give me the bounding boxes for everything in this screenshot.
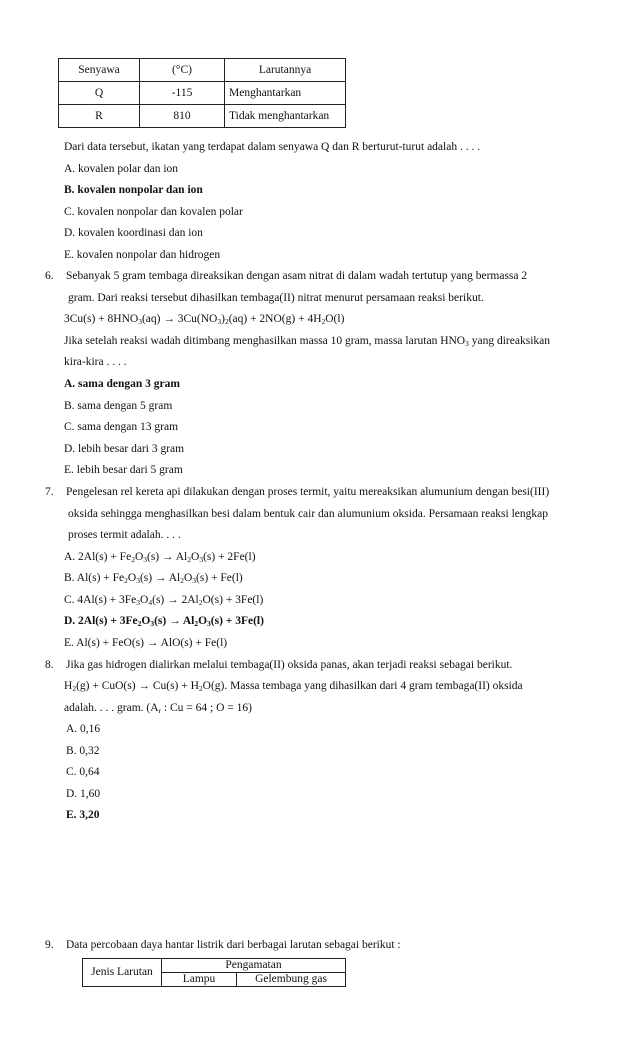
question-9-text: Data percobaan daya hantar listrik dari berbagai larutan sebagai berikut : [66,939,401,951]
question-8-text: adalah. . . . gram. ($A_r$ : Cu = 64 ; O = 16) [64,702,252,715]
table-cell: 810 [140,105,225,128]
question-8-text: Jika gas hidrogen dialirkan melalui tembaga(II) oksida panas, akan terjadi reaksi sebagai berikut. [66,659,513,671]
table-header-row [83,959,346,973]
option-e: E. kovalen nonpolar dan hidrogen [64,249,221,261]
option-a: A. 0,16 [66,723,101,735]
option-e: E. 3,20 [66,809,100,821]
table-header-cell: (°C) [140,59,225,82]
table-row [59,82,346,105]
table-header-cell: Pengamatan [162,959,346,973]
option-e: E. Al(s) + FeO(s) → AlO(s) + Fe(l) [64,637,228,649]
option-c: C. kovalen nonpolar dan kovalen polar [64,206,243,218]
table-cell: Tidak menghantarkan [225,105,346,128]
table-row [59,105,346,128]
table-header-cell: Lampu [162,973,237,987]
question-number: 8. [45,659,54,671]
option-d: D. $2Al(s) + 3Fe_2O_3(s) \to Al_2O_3(s) + 3Fe(l)$ [64,615,264,628]
question-number: 7. [45,486,54,498]
table-header-cell: Gelembung gas [237,973,346,987]
option-e: E. lebih besar dari 5 gram [64,464,183,476]
question-5-stem: Dari data tersebut, ikatan yang terdapat dalam senyawa Q dan R berturut-turut adalah . . . . [64,141,481,153]
table-header-cell: Senyawa [59,59,140,82]
reaction-equation: $3Cu(s) + 8HNO_3(aq) \to 3Cu(NO_3)_2(aq) + 2NO(g) + 4H_2O(l)$ [64,313,345,326]
question-6-text: Sebanyak 5 gram tembaga direaksikan dengan asam nitrat di dalam wadah tertutup yang bermassa 2 [66,270,528,282]
option-c: C. $4Al(s) + 3Fe_3O_4(s) \to 2Al_2O(s) + 3Fe(l)$ [64,594,264,607]
question-number: 9. [45,939,54,951]
option-a: A. $2Al(s) + Fe_2O_3(s) \to Al_2O_3(s) + 2Fe(l)$ [64,551,256,564]
option-b: B. kovalen nonpolar dan ion [64,184,203,196]
option-b: B. sama dengan 5 gram [64,400,173,412]
option-c: C. sama dengan 13 gram [64,421,179,433]
option-d: D. 1,60 [66,788,101,800]
option-d: D. kovalen koordinasi dan ion [64,227,203,239]
question-7-text: proses termit adalah. . . . [68,529,181,541]
option-b: B. $Al(s) + Fe_2O_3(s) \to Al_2O_3(s) + Fe(l)$ [64,572,243,585]
data-table-q5 [58,58,346,128]
option-b: B. 0,32 [66,745,100,757]
option-d: D. lebih besar dari 3 gram [64,443,185,455]
table-header-row [59,59,346,82]
option-a: A. kovalen polar dan ion [64,163,179,175]
option-a: A. sama dengan 3 gram [64,378,180,390]
question-7-text: Pengelesan rel kereta api dilakukan dengan proses termit, yaitu mereaksikan alumunium dengan besi(III) [66,486,550,498]
question-6-text: gram. Dari reaksi tersebut dihasilkan tembaga(II) nitrat menurut persamaan reaksi berikut. [68,292,484,304]
table-cell: R [59,105,140,128]
option-c: C. 0,64 [66,766,100,778]
data-table-q9 [82,958,346,987]
reaction-equation: $H_2(g) + CuO(s) \to Cu(s) + H_2O(g)$. Massa tembaga yang dihasilkan dari 4 gram tembaga(II) oksida [64,680,523,693]
table-header-cell: Larutannya [225,59,346,82]
table-header-cell: Jenis Larutan [83,959,162,987]
table-cell: Q [59,82,140,105]
question-7-text: oksida sehingga menghasilkan besi dalam bentuk cair dan alumunium oksida. Persamaan reaksi lengkap [68,508,548,520]
question-6-text: Jika setelah reaksi wadah ditimbang menghasilkan massa 10 gram, massa larutan $HNO_3$ yang direaksikan [64,335,550,348]
question-6-text: kira-kira . . . . [64,356,127,368]
table-cell: Menghantarkan [225,82,346,105]
table-cell: -115 [140,82,225,105]
question-number: 6. [45,270,54,282]
